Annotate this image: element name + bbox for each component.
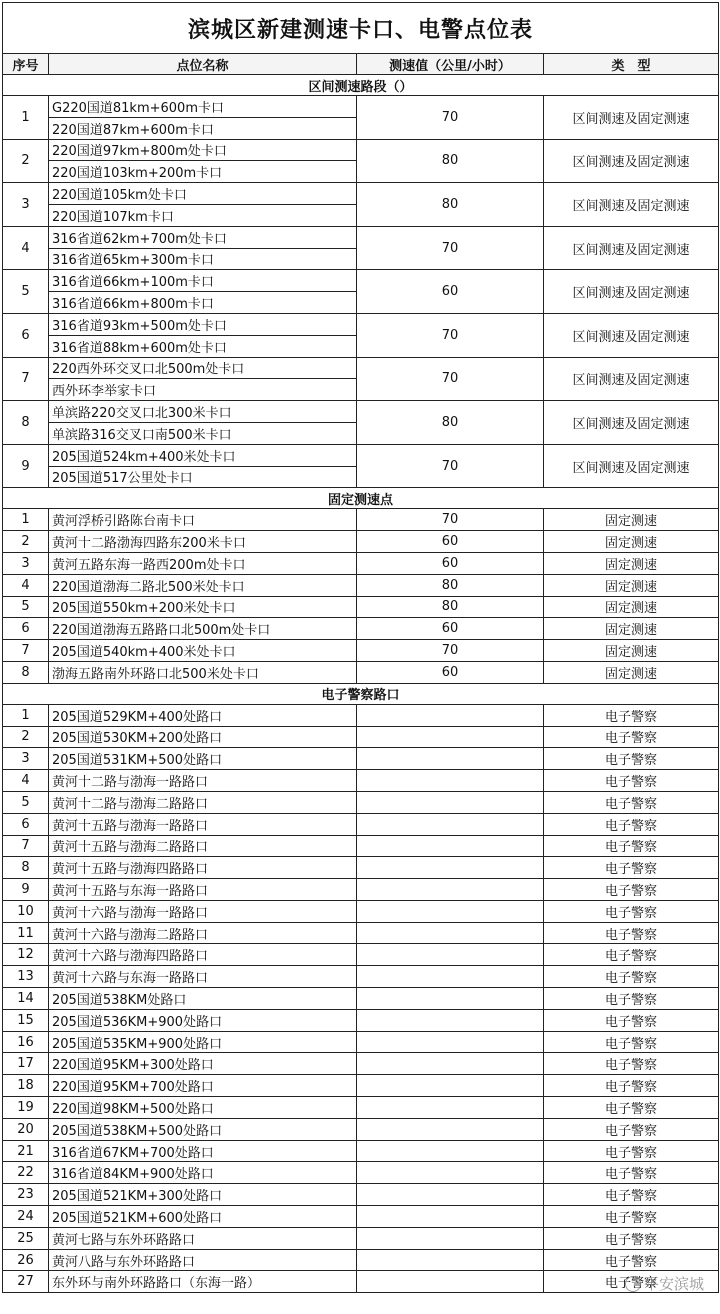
speed-value: 80: [357, 183, 544, 227]
camera-type: 区间测速及固定测速: [544, 313, 719, 357]
section-header-police: [3, 683, 719, 704]
row-number: 17: [3, 1053, 49, 1075]
camera-type: 电子警察: [544, 988, 719, 1010]
camera-type: 电子警察: [544, 1075, 719, 1097]
camera-type: 固定测速: [544, 661, 719, 683]
camera-type: 电子警察: [544, 879, 719, 901]
table-row: [3, 1227, 719, 1249]
table-row: [3, 139, 719, 161]
speed-value: [357, 966, 544, 988]
speed-value: 80: [357, 401, 544, 445]
table-row: [3, 922, 719, 944]
speed-value: [357, 988, 544, 1010]
location-name: 205国道531KM+500处路口: [49, 748, 357, 770]
row-number: 15: [3, 1009, 49, 1031]
table-row: [3, 270, 719, 292]
table-row: [3, 1118, 719, 1140]
camera-type: 区间测速及固定测速: [544, 96, 719, 140]
table-row: [3, 791, 719, 813]
location-name: 黄河七路与东外环路路口: [49, 1227, 357, 1249]
row-number: 1: [3, 96, 49, 140]
location-name: 220国道103km+200m卡口: [49, 161, 357, 183]
row-number: 24: [3, 1206, 49, 1228]
camera-type: 区间测速及固定测速: [544, 139, 719, 183]
camera-type: 区间测速及固定测速: [544, 270, 719, 314]
speed-value: [357, 879, 544, 901]
speed-value: 80: [357, 596, 544, 618]
row-number: 21: [3, 1140, 49, 1162]
location-name: 205国道529KM+400处路口: [49, 704, 357, 726]
speed-value: [357, 1075, 544, 1097]
location-name: 黄河十五路与东海一路路口: [49, 879, 357, 901]
section-header-fixed: [3, 488, 719, 509]
table-row: [3, 1075, 719, 1097]
location-name: G220国道81km+600m卡口: [49, 96, 357, 118]
camera-type: 电子警察: [544, 1271, 719, 1293]
speed-value: [357, 813, 544, 835]
row-number: 6: [3, 313, 49, 357]
camera-type: 固定测速: [544, 574, 719, 596]
camera-type: 电子警察: [544, 857, 719, 879]
location-name: 单滨路220交叉口北300米卡口: [49, 401, 357, 423]
row-number: 3: [3, 552, 49, 574]
row-number: 12: [3, 944, 49, 966]
camera-type: 电子警察: [544, 1140, 719, 1162]
location-name: 220国道95KM+700处路口: [49, 1075, 357, 1097]
row-number: 11: [3, 922, 49, 944]
table-row: [3, 574, 719, 596]
speed-value: 70: [357, 96, 544, 140]
table-row: [3, 988, 719, 1010]
camera-type: 电子警察: [544, 1206, 719, 1228]
camera-type: 区间测速及固定测速: [544, 444, 719, 488]
table-row: [3, 313, 719, 335]
speed-value: 70: [357, 444, 544, 488]
header-row: [3, 54, 719, 75]
row-number: 6: [3, 813, 49, 835]
camera-type: 区间测速及固定测速: [544, 183, 719, 227]
row-number: 9: [3, 879, 49, 901]
camera-type: 电子警察: [544, 791, 719, 813]
camera-type: 电子警察: [544, 1118, 719, 1140]
location-name: 黄河十五路与渤海二路路口: [49, 835, 357, 857]
speed-value: [357, 1227, 544, 1249]
speed-value: 60: [357, 661, 544, 683]
speed-value: [357, 726, 544, 748]
camera-type: 固定测速: [544, 618, 719, 640]
table-row: [3, 640, 719, 662]
row-number: 2: [3, 726, 49, 748]
camera-type: 电子警察: [544, 922, 719, 944]
table-row: [3, 835, 719, 857]
location-name: 220国道97km+800m处卡口: [49, 139, 357, 161]
location-name: 黄河十五路与渤海四路路口: [49, 857, 357, 879]
row-number: 13: [3, 966, 49, 988]
location-name: 220西外环交叉口北500m处卡口: [49, 357, 357, 379]
location-name: 东外环与南外环路路口（东海一路）: [49, 1271, 357, 1293]
table-row: [3, 770, 719, 792]
camera-type: 电子警察: [544, 944, 719, 966]
location-name: 316省道66km+100m卡口: [49, 270, 357, 292]
speed-value: 70: [357, 509, 544, 531]
location-name: 220国道95KM+300处路口: [49, 1053, 357, 1075]
camera-type: 电子警察: [544, 1184, 719, 1206]
speed-value: [357, 1097, 544, 1119]
row-number: 16: [3, 1031, 49, 1053]
table-row: [3, 748, 719, 770]
camera-type: 电子警察: [544, 1249, 719, 1271]
row-number: 20: [3, 1118, 49, 1140]
row-number: 26: [3, 1249, 49, 1271]
table-row: [3, 96, 719, 118]
table-row: [3, 618, 719, 640]
speed-value: [357, 1140, 544, 1162]
location-name: 黄河八路与东外环路路口: [49, 1249, 357, 1271]
table-row: [3, 183, 719, 205]
row-number: 8: [3, 661, 49, 683]
camera-type: 电子警察: [544, 813, 719, 835]
row-number: 7: [3, 357, 49, 401]
location-name: 黄河十六路与东海一路路口: [49, 966, 357, 988]
location-name: 单滨路316交叉口南500米卡口: [49, 422, 357, 444]
speed-value: [357, 1249, 544, 1271]
location-name: 316省道84KM+900处路口: [49, 1162, 357, 1184]
location-name: 205国道521KM+300处路口: [49, 1184, 357, 1206]
location-name: 316省道65km+300m卡口: [49, 248, 357, 270]
location-name: 西外环李举家卡口: [49, 379, 357, 401]
table-row: [3, 1009, 719, 1031]
camera-type: 区间测速及固定测速: [544, 357, 719, 401]
camera-type: 电子警察: [544, 900, 719, 922]
row-number: 1: [3, 509, 49, 531]
speed-value: 70: [357, 640, 544, 662]
watermark-text: 平安滨城: [643, 1275, 704, 1293]
camera-type: 电子警察: [544, 748, 719, 770]
speed-value: 60: [357, 531, 544, 553]
camera-type: 电子警察: [544, 1162, 719, 1184]
camera-type: 区间测速及固定测速: [544, 226, 719, 270]
camera-type: 电子警察: [544, 770, 719, 792]
speed-value: [357, 944, 544, 966]
location-name: 205国道517公里处卡口: [49, 466, 357, 488]
row-number: 14: [3, 988, 49, 1010]
location-name: 316省道88km+600m处卡口: [49, 335, 357, 357]
table-title: 滨城区新建测速卡口、电警点位表: [3, 3, 719, 54]
watermark: [625, 1273, 704, 1294]
header-type: 类 型: [544, 54, 719, 75]
location-name: 黄河十五路与渤海一路路口: [49, 813, 357, 835]
speed-value: [357, 900, 544, 922]
wechat-logo-icon: [625, 1276, 641, 1292]
speed-value: [357, 1184, 544, 1206]
speed-value: 70: [357, 313, 544, 357]
camera-type: 电子警察: [544, 1227, 719, 1249]
location-name: 220国道98KM+500处路口: [49, 1097, 357, 1119]
speed-value: [357, 1053, 544, 1075]
speed-value: [357, 835, 544, 857]
row-number: 22: [3, 1162, 49, 1184]
section-title: 电子警察路口: [3, 683, 719, 704]
speed-value: [357, 1271, 544, 1293]
table-row: [3, 552, 719, 574]
speed-value: [357, 1009, 544, 1031]
header-no: 序号: [3, 54, 49, 75]
camera-type: 固定测速: [544, 531, 719, 553]
location-name: 205国道530KM+200处路口: [49, 726, 357, 748]
location-name: 205国道538KM处路口: [49, 988, 357, 1010]
header-name: 点位名称: [49, 54, 357, 75]
section-title: 固定测速点: [3, 488, 719, 509]
location-name: 316省道93km+500m处卡口: [49, 313, 357, 335]
camera-type: 电子警察: [544, 835, 719, 857]
location-name: 205国道536KM+900处路口: [49, 1009, 357, 1031]
table-row: [3, 1031, 719, 1053]
row-number: 8: [3, 401, 49, 445]
camera-type: 电子警察: [544, 966, 719, 988]
table-row: [3, 944, 719, 966]
speed-value: [357, 1162, 544, 1184]
location-name: 220国道渤海二路北500米处卡口: [49, 574, 357, 596]
speed-value: 60: [357, 552, 544, 574]
table-row: [3, 1249, 719, 1271]
camera-type: 电子警察: [544, 1031, 719, 1053]
header-speed: 测速值（公里/小时）: [357, 54, 544, 75]
section-title: 区间测速路段（）: [3, 75, 719, 96]
location-name: 205国道524km+400米处卡口: [49, 444, 357, 466]
speed-value: [357, 1118, 544, 1140]
row-number: 23: [3, 1184, 49, 1206]
location-name: 220国道105km处卡口: [49, 183, 357, 205]
camera-type: 电子警察: [544, 1009, 719, 1031]
row-number: 3: [3, 183, 49, 227]
camera-type: 固定测速: [544, 552, 719, 574]
table-row: [3, 726, 719, 748]
table-row: [3, 401, 719, 423]
speed-value: [357, 704, 544, 726]
row-number: 6: [3, 618, 49, 640]
camera-type: 固定测速: [544, 596, 719, 618]
location-name: 220国道107km卡口: [49, 204, 357, 226]
table-row: [3, 596, 719, 618]
table-row: [3, 1206, 719, 1228]
camera-type: 固定测速: [544, 640, 719, 662]
row-number: 4: [3, 574, 49, 596]
section-header-interval: [3, 75, 719, 96]
row-number: 4: [3, 770, 49, 792]
row-number: 7: [3, 835, 49, 857]
table-row: [3, 357, 719, 379]
table-row: [3, 704, 719, 726]
row-number: 4: [3, 226, 49, 270]
speed-value: 70: [357, 226, 544, 270]
location-name: 316省道66km+800m卡口: [49, 292, 357, 314]
row-number: 2: [3, 531, 49, 553]
table-row: [3, 879, 719, 901]
location-name: 黄河五路东海一路西200m处卡口: [49, 552, 357, 574]
row-number: 27: [3, 1271, 49, 1293]
location-name: 205国道521KM+600处路口: [49, 1206, 357, 1228]
location-name: 黄河十六路与渤海一路路口: [49, 900, 357, 922]
row-number: 5: [3, 270, 49, 314]
row-number: 5: [3, 596, 49, 618]
speed-value: 80: [357, 574, 544, 596]
location-name: 渤海五路南外环路口北500米处卡口: [49, 661, 357, 683]
location-name: 黄河十二路与渤海一路路口: [49, 770, 357, 792]
speed-camera-table-sheet: [2, 2, 718, 1293]
speed-value: [357, 748, 544, 770]
speed-value: [357, 922, 544, 944]
row-number: 1: [3, 704, 49, 726]
row-number: 5: [3, 791, 49, 813]
table-row: [3, 1184, 719, 1206]
location-table: [2, 2, 719, 1293]
location-name: 205国道550km+200米处卡口: [49, 596, 357, 618]
table-row: [3, 857, 719, 879]
row-number: 2: [3, 139, 49, 183]
row-number: 3: [3, 748, 49, 770]
speed-value: 60: [357, 270, 544, 314]
table-row: [3, 661, 719, 683]
row-number: 19: [3, 1097, 49, 1119]
row-number: 25: [3, 1227, 49, 1249]
location-name: 黄河十二路渤海四路东200米卡口: [49, 531, 357, 553]
row-number: 10: [3, 900, 49, 922]
speed-value: [357, 1206, 544, 1228]
row-number: 7: [3, 640, 49, 662]
location-name: 220国道87km+600m卡口: [49, 117, 357, 139]
table-row: [3, 444, 719, 466]
speed-value: [357, 791, 544, 813]
camera-type: 电子警察: [544, 1053, 719, 1075]
location-name: 黄河十二路与渤海二路路口: [49, 791, 357, 813]
table-row: [3, 1097, 719, 1119]
table-row: [3, 1053, 719, 1075]
speed-value: [357, 770, 544, 792]
location-name: 黄河十六路与渤海四路路口: [49, 944, 357, 966]
table-row: [3, 1140, 719, 1162]
table-row: [3, 966, 719, 988]
location-name: 黄河浮桥引路陈台南卡口: [49, 509, 357, 531]
table-row: [3, 1271, 719, 1293]
speed-value: 70: [357, 357, 544, 401]
table-row: [3, 1162, 719, 1184]
camera-type: 固定测速: [544, 509, 719, 531]
camera-type: 区间测速及固定测速: [544, 401, 719, 445]
row-number: 8: [3, 857, 49, 879]
table-row: [3, 813, 719, 835]
table-row: [3, 509, 719, 531]
location-name: 205国道535KM+900处路口: [49, 1031, 357, 1053]
camera-type: 电子警察: [544, 1097, 719, 1119]
speed-value: 60: [357, 618, 544, 640]
location-name: 205国道538KM+500处路口: [49, 1118, 357, 1140]
location-name: 黄河十六路与渤海二路路口: [49, 922, 357, 944]
location-name: 316省道67KM+700处路口: [49, 1140, 357, 1162]
location-name: 316省道62km+700m处卡口: [49, 226, 357, 248]
row-number: 18: [3, 1075, 49, 1097]
speed-value: [357, 857, 544, 879]
location-name: 205国道540km+400米处卡口: [49, 640, 357, 662]
table-row: [3, 226, 719, 248]
camera-type: 电子警察: [544, 726, 719, 748]
row-number: 9: [3, 444, 49, 488]
table-row: [3, 900, 719, 922]
camera-type: 电子警察: [544, 704, 719, 726]
table-row: [3, 531, 719, 553]
speed-value: [357, 1031, 544, 1053]
location-name: 220国道渤海五路路口北500m处卡口: [49, 618, 357, 640]
speed-value: 80: [357, 139, 544, 183]
